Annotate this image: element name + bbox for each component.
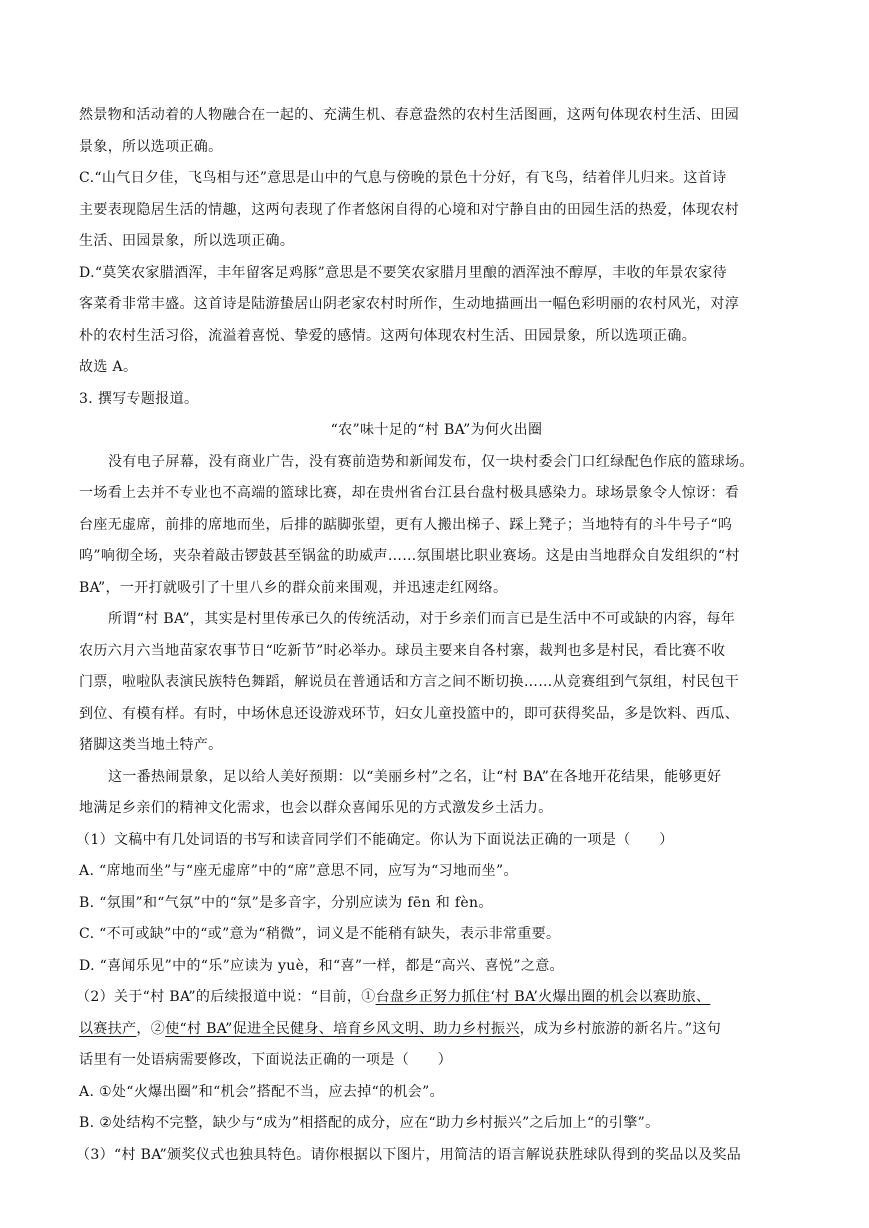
sub-question-1: （1）文稿中有几处词语的书写和读音同学们不能确定。你认为下面说法正确的一项是（ ）	[76, 832, 674, 848]
text-line: 朴的农村生活习俗，流溢着喜悦、挚爱的感情。这两句体现农村生活、田园景象，所以选项正确。	[79, 328, 697, 344]
text-line: 台座无虚席，前排的席地而坐，后排的踮脚张望，更有人搬出梯子、踩上凳子；当地特有的斗牛号子“呜	[79, 517, 733, 533]
text-line: BA”，一开打就吸引了十里八乡的群众前来围观，并迅速走红网络。	[79, 580, 508, 596]
text-line: 景象，所以选项正确。	[79, 139, 223, 155]
text-line: 呜”响彻全场，夹杂着敲击锣鼓甚至锅盆的助威声……氛围堪比职业赛场。这是由当地群众自发组织的“村	[79, 548, 740, 564]
underlined-segment-2: 使“村 BA”促进全民健身、培育乡风文明、助力乡村振兴	[165, 1021, 520, 1037]
text-line	[79, 1019, 794, 1039]
underlined-segment-1: 台盘乡正努力抓住‘村 BA’火爆出圈的机会以赛助旅、	[375, 989, 711, 1005]
paragraph-3-start: 这一番热闹景象，足以给人美好预期：以“美丽乡村”之名，让“村 BA”在各地开花结果，能够更好	[108, 769, 722, 785]
option-c-explanation: C.“山气日夕佳，飞鸟相与还”意思是山中的气息与傍晚的景色十分好，有飞鸟，结着伴儿归来。这首诗	[79, 170, 727, 186]
option-b: B. “氛围”和“气氛”中的“氛”是多音字，分别应读为 fēn 和 fèn。	[79, 895, 493, 911]
option-b: B. ②处结构不完整，缺少与“成为”相搭配的成分，应在“助力乡村振兴”之后加上“的引擎”。	[79, 1115, 660, 1131]
text-line: 话里有一处语病需要修改，下面说法正确的一项是（ ）	[79, 1052, 453, 1068]
text-line: 猪脚这类当地土特产。	[79, 737, 223, 753]
text-line: 到位、有模有样。有时，中场休息还设游戏环节，妇女儿童投篮中的，即可获得奖品，多是饮料、西瓜、	[79, 706, 740, 722]
option-d: D. “喜闻乐见”中的“乐”应读为 yuè，和“喜”一样，都是“高兴、喜悦”之意。	[79, 958, 564, 974]
question-heading: 3. 撰写专题报道。	[79, 391, 199, 407]
option-a: A. ①处“火爆出圈”和“机会”搭配不当，应去掉“的机会”。	[79, 1084, 445, 1100]
sub-question-3: （3）“村 BA”颁奖仪式也独具特色。请你根据以下图片，用简洁的语言解说获胜球队得到的奖品以及奖品	[76, 1147, 742, 1163]
paragraph-1-start: 没有电子屏幕，没有商业广告，没有赛前造势和新闻发布，仅一块村委会门口红绿配色作底的篮球场。	[108, 454, 754, 470]
text-line: 生活、田园景象，所以选项正确。	[79, 233, 295, 249]
text-line: 客菜肴非常丰盛。这首诗是陆游蛰居山阴老家农村时所作，生动地描画出一幅色彩明丽的农村风光，对淳	[79, 296, 740, 312]
text-line: 主要表现隐居生活的情趣，这两句表现了作者悠闲自得的心境和对宁静自由的田园生活的热爱，体现农村	[79, 202, 740, 218]
text-line: 一场看上去并不专业也不高端的篮球比赛，却在贵州省台江县台盘村极具感染力。球场景象令人惊讶：看	[79, 485, 740, 501]
option-c: C. “不可或缺”中的“或”意为“稍微”，词义是不能稍有缺失，表示非常重要。	[79, 926, 561, 942]
text-segment: （2）关于“村 BA”的后续报道中说：“目前，①	[76, 989, 376, 1005]
option-a: A. “席地而坐”与“座无虚席”中的“席”意思不同，应写为“习地而坐”。	[79, 863, 518, 879]
text-line: 地满足乡亲们的精神文化需求，也会以群众喜闻乐见的方式激发乡土活力。	[79, 800, 553, 816]
underlined-segment-1-cont: 以赛扶产	[79, 1021, 137, 1037]
article-title: “农”味十足的“村 BA”为何火出圈	[330, 422, 543, 438]
answer-line: 故选 A。	[79, 359, 138, 375]
sub-question-2	[76, 987, 791, 1007]
text-line: 门票，啦啦队表演民族特色舞蹈，解说员在普通话和方言之间不断切换……从竞赛组到气氛组，村民包干	[79, 674, 740, 690]
text-segment: ，②	[136, 1021, 166, 1037]
text-segment: ，成为乡村旅游的新名片。”这句	[519, 1021, 722, 1037]
text-line: 然景物和活动着的人物融合在一起的、充满生机、春意盎然的农村生活图画，这两句体现农村生活、田园	[79, 107, 740, 123]
text-line: 农历六月六当地苗家农事节日“吃新节”时必举办。球员主要来自各村寨，裁判也多是村民，看比赛不收	[79, 643, 726, 659]
paragraph-2-start: 所谓“村 BA”，其实是村里传承已久的传统活动，对于乡亲们而言已是生活中不可或缺的内容，每年	[108, 611, 736, 627]
option-d-explanation: D.“莫笑农家腊酒浑，丰年留客足鸡豚”意思是不要笑农家腊月里酿的酒浑浊不醇厚，丰收的年景农家待	[79, 265, 727, 281]
